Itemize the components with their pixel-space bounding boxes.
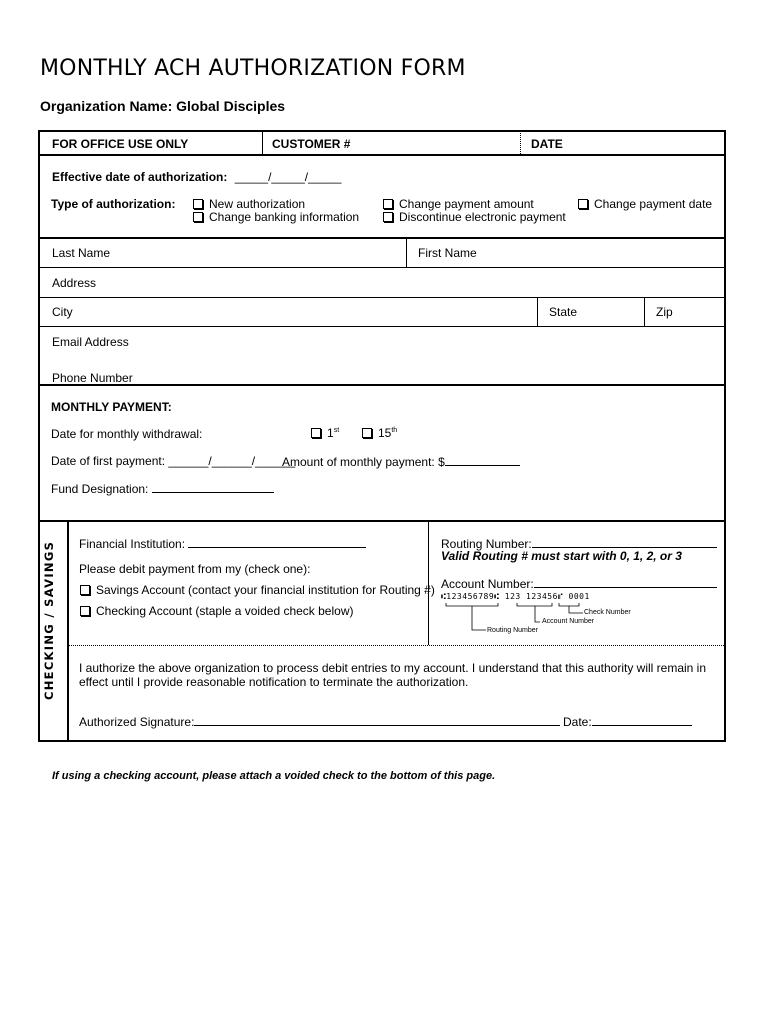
divider (38, 237, 726, 239)
divider (67, 521, 69, 741)
effective-date-blank[interactable]: _____/_____/_____ (234, 170, 342, 184)
checkbox-icon[interactable] (578, 199, 588, 209)
first-payment-field[interactable] (51, 454, 295, 468)
checkbox-icon[interactable] (80, 585, 90, 595)
divider (38, 384, 726, 386)
ordinal-suffix: th (391, 427, 398, 434)
office-use-label: FOR OFFICE USE ONLY (52, 137, 189, 151)
first-name-field[interactable]: First Name (418, 246, 477, 260)
divider (262, 131, 263, 154)
checkbox-icon[interactable] (193, 199, 203, 209)
state-field[interactable]: State (549, 305, 578, 319)
routing-blank[interactable] (532, 536, 717, 548)
divider (38, 154, 726, 156)
option-1st[interactable] (311, 426, 339, 440)
fund-designation-field[interactable] (51, 481, 274, 496)
signature-field[interactable] (79, 714, 560, 729)
phone-field[interactable]: Phone Number (52, 371, 133, 385)
fund-blank[interactable] (152, 481, 274, 493)
checkbox-icon[interactable] (80, 606, 90, 616)
institution-label: Financial Institution: (79, 537, 186, 551)
divider (644, 297, 645, 326)
ordinal-suffix: st (333, 427, 340, 434)
routing-bracket (446, 603, 498, 606)
account-label: Account Number: (441, 577, 534, 591)
withdrawal-date-label: Date for monthly withdrawal: (51, 427, 203, 441)
checking-savings-side-label: CHECKING / SAVINGS (42, 540, 56, 700)
option-label: Checking Account (staple a voided check below) (96, 604, 354, 618)
first-payment-blank[interactable]: ______/______/______ (168, 454, 296, 468)
routing-number-callout: Routing Number (487, 627, 538, 634)
divider (38, 520, 726, 522)
checking-option[interactable] (80, 604, 353, 618)
account-bracket (517, 603, 552, 606)
check-number-callout: Check Number (584, 609, 631, 616)
option-discontinue[interactable] (383, 210, 566, 224)
divider (38, 326, 726, 327)
checkbox-icon[interactable] (383, 199, 393, 209)
divider (537, 297, 538, 326)
checkbox-icon[interactable] (193, 212, 203, 222)
effective-date-field[interactable] (52, 170, 341, 184)
checkbox-icon[interactable] (362, 428, 372, 438)
signature-date-blank[interactable] (592, 714, 692, 726)
signature-date-field[interactable] (563, 714, 692, 729)
routing-leader (472, 606, 486, 630)
option-15th[interactable] (362, 426, 397, 440)
account-number-callout: Account Number (542, 618, 595, 625)
address-field[interactable]: Address (52, 276, 97, 290)
option-label: New authorization (209, 197, 306, 211)
zip-field[interactable]: Zip (656, 305, 673, 319)
account-number-field[interactable] (441, 576, 717, 591)
account-leader (535, 606, 540, 622)
customer-number-label[interactable]: CUSTOMER # (272, 137, 351, 151)
fund-label: Fund Designation: (51, 482, 149, 496)
option-label: 15 (378, 426, 392, 440)
divider (38, 267, 726, 268)
option-label: Change banking information (209, 210, 360, 224)
monthly-payment-heading: MONTHLY PAYMENT: (51, 400, 172, 414)
amount-field[interactable] (282, 454, 520, 469)
city-field[interactable]: City (52, 305, 73, 319)
signature-blank[interactable] (194, 714, 560, 726)
amount-label: Amount of monthly payment: $ (282, 455, 445, 469)
authorization-statement: I authorize the above organization to process debit entries to my account. I understand that this authority will remain in effect until I provide reasonable notification to terminate the authorization. (79, 661, 707, 689)
effective-date-label: Effective date of authorization: (52, 170, 228, 184)
option-change-banking[interactable] (193, 210, 359, 224)
option-new-authorization[interactable] (193, 197, 305, 211)
routing-label: Routing Number: (441, 537, 532, 551)
checking-attachment-note: If using a checking account, please attach a voided check to the bottom of this page. (52, 770, 496, 782)
amount-blank[interactable] (445, 454, 520, 466)
divider (67, 645, 726, 646)
financial-institution-field[interactable] (79, 536, 366, 551)
last-name-field[interactable]: Last Name (52, 246, 111, 260)
check-leader (569, 606, 583, 613)
account-blank[interactable] (534, 576, 717, 588)
type-of-authorization-label: Type of authorization: (51, 197, 176, 211)
option-label: Savings Account (contact your financial institution for Routing #) (96, 583, 435, 597)
routing-note: Valid Routing # must start with 0, 1, 2, or 3 (441, 549, 682, 563)
checkbox-icon[interactable] (383, 212, 393, 222)
check-bracket (559, 603, 579, 606)
check-diagram (440, 600, 640, 640)
option-label: Discontinue electronic payment (399, 210, 566, 224)
option-change-amount[interactable] (383, 197, 534, 211)
checkbox-icon[interactable] (311, 428, 321, 438)
option-change-date[interactable] (578, 197, 712, 211)
organization-name: Organization Name: Global Disciples (40, 98, 286, 114)
page-title: MONTHLY ACH AUTHORIZATION FORM (40, 56, 466, 81)
email-field[interactable]: Email Address (52, 335, 129, 349)
micr-line: ⑆123456789⑆ 123 123456⑈ 0001 (441, 592, 590, 601)
divider (406, 238, 407, 267)
institution-blank[interactable] (188, 536, 366, 548)
please-debit-text: Please debit payment from my (check one): (79, 562, 311, 576)
signature-label: Authorized Signature: (79, 715, 195, 729)
first-payment-label: Date of first payment: (51, 454, 166, 468)
divider (520, 131, 521, 154)
option-label: Change payment date (594, 197, 713, 211)
signature-date-label: Date: (563, 715, 592, 729)
office-date-label[interactable]: DATE (531, 137, 563, 151)
option-label: Change payment amount (399, 197, 534, 211)
option-label: 1 (327, 426, 334, 440)
savings-option[interactable] (80, 583, 435, 597)
divider (38, 297, 726, 298)
